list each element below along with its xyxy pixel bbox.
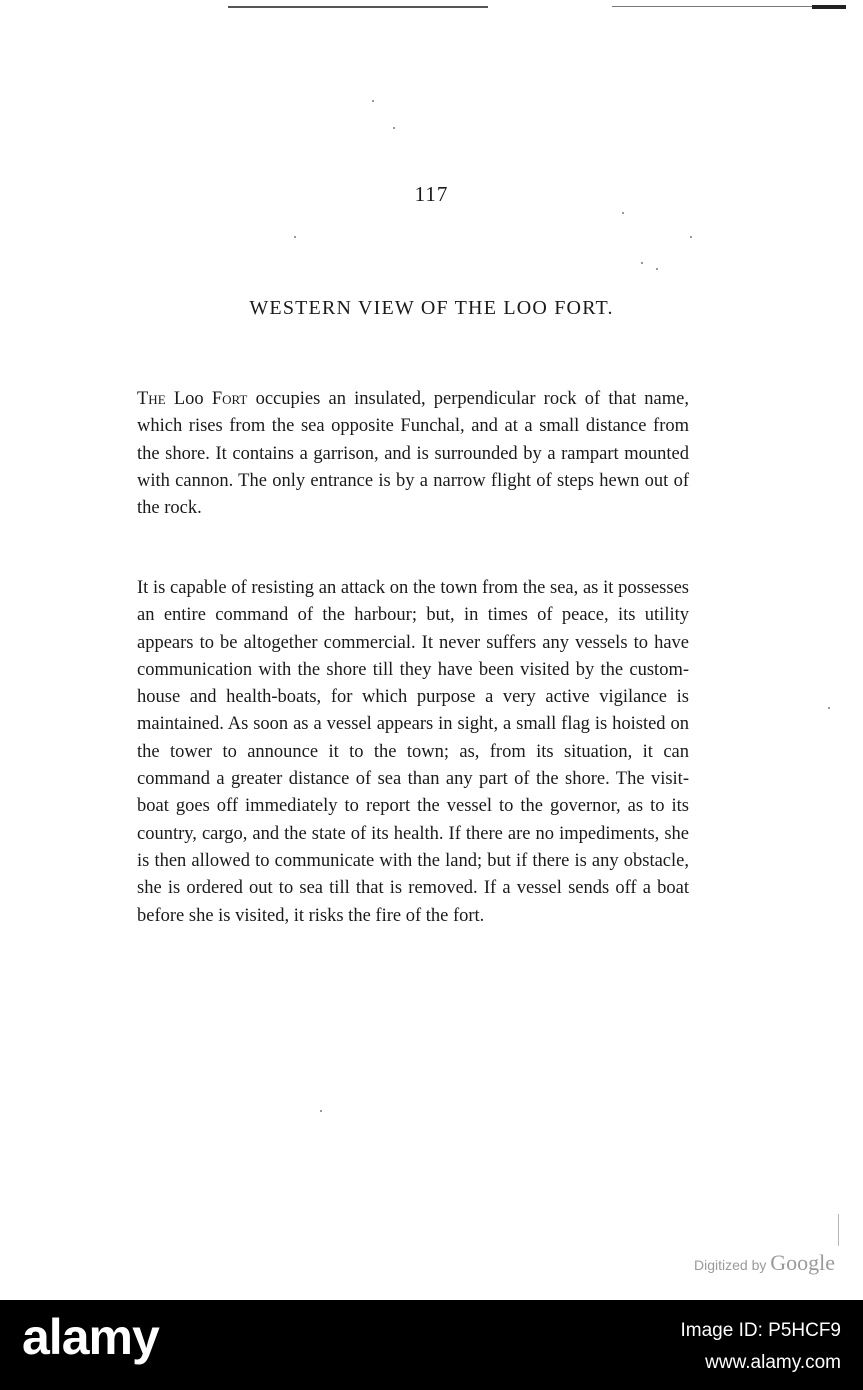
paragraph-1-text: occupies an insulated, perpendicular rock of that name, which rises from the sea opposite Funchal, and at a small distance from the shore. It contains a garrison, and is surrounded by a rampart mounted with cannon. The only entrance is by a narrow flight of steps hewn out of the rock. <box>137 389 689 519</box>
page-number: 117 <box>414 182 449 206</box>
top-edge-rule <box>612 6 812 7</box>
paper-speck <box>641 262 643 264</box>
paragraph-1 <box>137 386 689 522</box>
stock-footer-banner <box>0 1300 863 1390</box>
paper-speck <box>372 100 374 102</box>
paragraph-2-text: It is capable of resisting an attack on the town from the sea, as it possesses an entire command of the harbour; but, in times of peace, its utility appears to be altogether commercial. It never suffers any vessels to have communication with the shore till they have been visited by the custom-house and health-boats, for which purpose a very active vigilance is maintained. As soon as a vessel appears in sight, a small flag is hoisted on the tower to announce it to the town; as, from its situation, it can command a greater distance of sea than any part of the shore. The visit-boat goes off immediately to report the vessel to the governor, as to its country, cargo, and the state of its health. If there are no impediments, she is then allowed to communicate with the land; but if there is any obstacle, she is ordered out to sea till that is removed. If a vessel sends off a boat before she is visited, it risks the fire of the fort. <box>137 578 689 926</box>
paper-speck <box>320 1110 322 1112</box>
alamy-logo: alamy <box>22 1309 159 1365</box>
top-edge-mark <box>812 5 846 9</box>
digitized-watermark <box>694 1250 835 1276</box>
top-edge-rule <box>228 6 488 8</box>
paragraph-2 <box>137 575 689 930</box>
paper-speck <box>656 268 658 270</box>
lead-word: Loo <box>165 389 212 409</box>
small-caps-lead: The <box>137 389 166 409</box>
paper-speck <box>622 212 624 214</box>
site-url: www.alamy.com <box>705 1352 841 1373</box>
image-id-label: Image ID: P5HCF9 <box>680 1320 841 1341</box>
small-caps-lead: Fort <box>211 389 248 409</box>
paper-speck <box>828 707 830 709</box>
google-logo: Google <box>770 1250 836 1275</box>
watermark-divider <box>838 1214 839 1246</box>
paper-speck <box>690 236 692 238</box>
watermark-prefix: Digitized by <box>694 1257 771 1273</box>
paper-speck <box>393 127 395 129</box>
chapter-title: WESTERN VIEW OF THE LOO FORT. <box>249 297 614 319</box>
paper-speck <box>294 236 296 238</box>
